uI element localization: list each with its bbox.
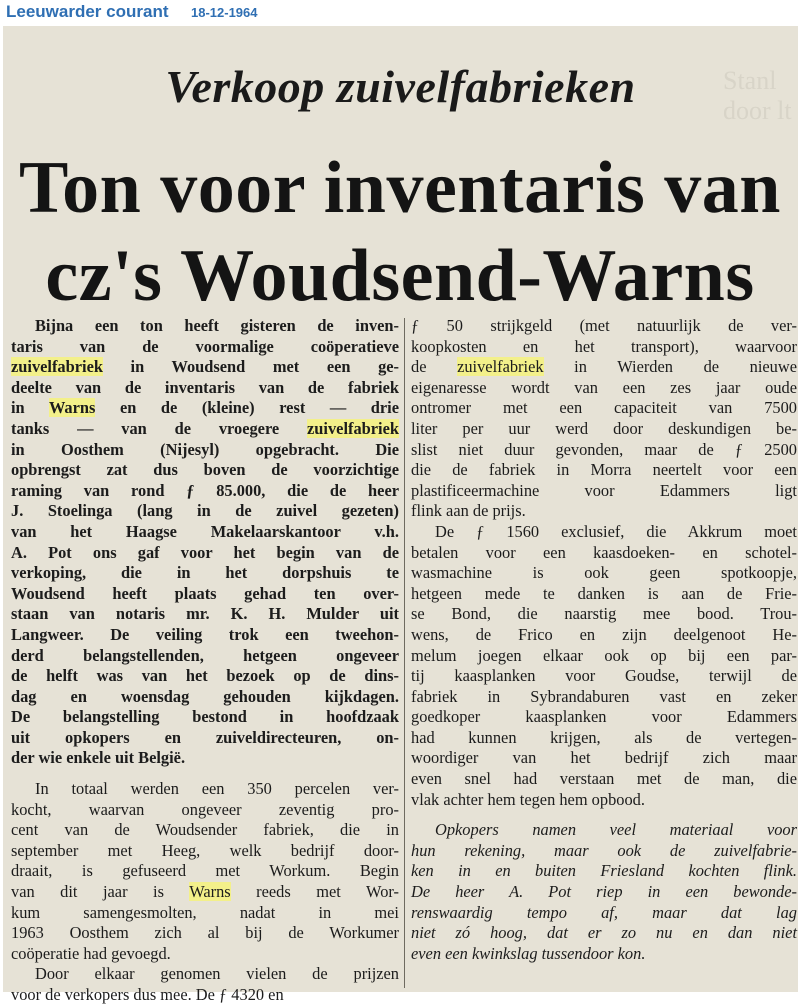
text-line: Woudsend heeft plaats gehad ten over- <box>11 583 399 603</box>
article-column-left <box>11 316 399 1006</box>
text-line: De heer A. Pot riep in een bewonde- <box>411 882 797 902</box>
text-line: derd belangstellenden, hetgeen ongeveer <box>11 645 399 665</box>
text-line: de helft was van het bezoek op de dins- <box>11 666 399 686</box>
text-line: vlak achter hem tegen hem opbood. <box>411 789 645 809</box>
text-line: betalen voor een kaasdoeken- en schotel- <box>411 542 797 562</box>
text-line: niet zó hoog, dat er zo nu en dan niet <box>411 923 797 943</box>
text-line: der wie enkele uit België. <box>11 748 186 768</box>
text-line: ontromer met een capaciteit van 7500 <box>411 398 797 418</box>
article-column-right <box>411 316 797 964</box>
text-line: verkoping, die in het dorpshuis te <box>11 563 399 583</box>
text-line: eigenaresse wordt van een zes jaar oude <box>411 377 797 397</box>
text-line: in Oosthem (Nijesyl) opgebracht. Die <box>11 439 399 459</box>
article-kicker: Verkoop zuivelfabrieken <box>165 61 636 112</box>
paragraph <box>411 316 797 522</box>
text-line: ken in en buiten Friesland kochten flink. <box>411 861 797 881</box>
text-line: ƒ 50 strijkgeld (met natuurlijk de ver- <box>411 316 797 335</box>
text-line: dag en woensdag gehouden kijkdagen. <box>11 686 399 706</box>
text-line: draait, is gefuseerd met Workum. Begin <box>11 861 399 881</box>
headline-line-1: Ton voor inventaris van <box>19 147 781 229</box>
bleed-line: door lt <box>723 96 792 125</box>
text-line: staan van notaris mr. K. H. Mulder uit <box>11 604 399 624</box>
text-line: die de fabriek in Morra neertelt voor een <box>411 460 797 480</box>
paragraph-gap <box>11 769 399 779</box>
text-line: flink aan de prijs. <box>411 501 526 521</box>
text-line: september met Heeg, welk bedrijf door- <box>11 840 399 860</box>
text-line: had kunnen krijgen, als de vertegen- <box>411 727 797 747</box>
text-line: liter per uur werd door deskundigen be- <box>411 418 797 438</box>
highlighted-term: zuivelfabriek <box>307 418 399 438</box>
text-line: cent van de Woudsender fabriek, die in <box>11 820 399 840</box>
bleed-line: Stanl <box>723 66 777 95</box>
text-line: slist niet duur gevonden, maar de ƒ 2500 <box>411 439 797 459</box>
text-line: kum samengesmolten, nadat in mei <box>11 902 399 922</box>
text-line: J. Stoelinga (lang in de zuivel gezeten) <box>11 501 399 521</box>
text-line: van het Haagse Makelaarskantoor v.h. <box>11 521 399 541</box>
text-line: opbrengst zat dus boven de voorzichtige <box>11 460 399 480</box>
text-line: even een kwinkslag tussendoor kon. <box>411 943 646 963</box>
highlighted-term: zuivelfabriek <box>11 357 103 377</box>
text-line: tanks — van de vroegere zuivelfabriek <box>11 418 399 438</box>
text-line: goedkoper kaasplanken voor Edammers <box>411 707 797 727</box>
newspaper-name: Leeuwarder courant <box>6 2 169 21</box>
text-line: wens, de Frico en zijn deelgenoot He- <box>411 624 797 644</box>
column-divider <box>404 318 405 988</box>
text-line: coöperatie had gevoegd. <box>11 943 171 963</box>
text-line: De ƒ 1560 exclusief, die Akkrum moet <box>435 521 797 541</box>
text-line: hetgeen mede te danken is aan de Frie- <box>411 583 797 603</box>
text-line: even snel had verstaan met de man, die <box>411 769 797 789</box>
text-line: taris van de voormalige coöperatieve <box>11 336 399 356</box>
text-line: woordiger van het bedrijf zich maar <box>411 748 797 768</box>
text-line: fabriek in Sybrandaburen vast en zeker <box>411 686 797 706</box>
paragraph-italic <box>411 820 797 964</box>
text-line: plastificeermachine voor Edammers ligt <box>411 480 797 500</box>
paragraph-lead <box>11 316 399 769</box>
text-line: se Bond, die naarstig mee bood. Trou- <box>411 604 797 624</box>
text-line: kocht, waarvan ongeveer zeventig pro- <box>11 799 399 819</box>
text-line: 1963 Oosthem zich al bij de Workumer <box>11 923 399 943</box>
text-line: van dit jaar is Warns reeds met Wor- <box>11 882 399 902</box>
headline-line-2: cz's Woudsend-Warns <box>45 235 755 317</box>
paragraph-gap <box>411 810 797 820</box>
text-line: Opkopers namen veel materiaal voor <box>435 820 797 840</box>
text-line: koopkosten en het transport), waarvoor <box>411 336 797 356</box>
text-line: zuivelfabriek in Woudsend met een ge- <box>11 357 399 377</box>
text-line: De belangstelling bestond in hoofdzaak <box>11 707 399 727</box>
paragraph <box>11 779 399 964</box>
text-line: voor de verkopers dus mee. De ƒ 4320 en <box>11 985 284 1004</box>
paragraph <box>411 522 797 810</box>
text-line: In totaal werden een 350 percelen ver- <box>35 779 399 799</box>
article-headline <box>15 144 785 320</box>
text-line: A. Pot ons gaf voor het begin van de <box>11 542 399 562</box>
highlighted-term: Warns <box>48 398 96 418</box>
text-line: hun rekening, maar ook de zuivelfabrie- <box>411 840 797 860</box>
text-line: melum joegen elkaar ook op bij een par- <box>411 645 797 665</box>
text-line: raming van rond ƒ 85.000, die de heer <box>11 480 399 500</box>
text-line: Langweer. De veiling trok een tweehon- <box>11 624 399 644</box>
masthead <box>0 0 800 26</box>
paragraph <box>11 964 399 1005</box>
text-line: Bijna een ton heeft gisteren de inven- <box>35 316 399 335</box>
newspaper-clipping <box>3 26 798 1004</box>
text-line: uit opkopers en zuiveldirecteuren, on- <box>11 727 399 747</box>
text-line: wasmachine is ook geen spotkoopje, <box>411 563 797 583</box>
text-line: renswaardig tempo af, maar dat lag <box>411 902 797 922</box>
publication-date: 18-12-1964 <box>191 5 258 20</box>
text-line: de zuivelfabriek in Wierden de nieuwe <box>411 357 797 377</box>
highlighted-term: Warns <box>189 882 231 902</box>
text-line: Door elkaar genomen vielen de prijzen <box>35 964 399 984</box>
text-line: in Warns en de (kleine) rest — drie <box>11 398 399 418</box>
text-line: tij kaasplanken voor Goudse, terwijl de <box>411 666 797 686</box>
highlighted-term: zuivelfabriek <box>457 357 544 377</box>
text-line: deelte van de inventaris van de fabriek <box>11 377 399 397</box>
